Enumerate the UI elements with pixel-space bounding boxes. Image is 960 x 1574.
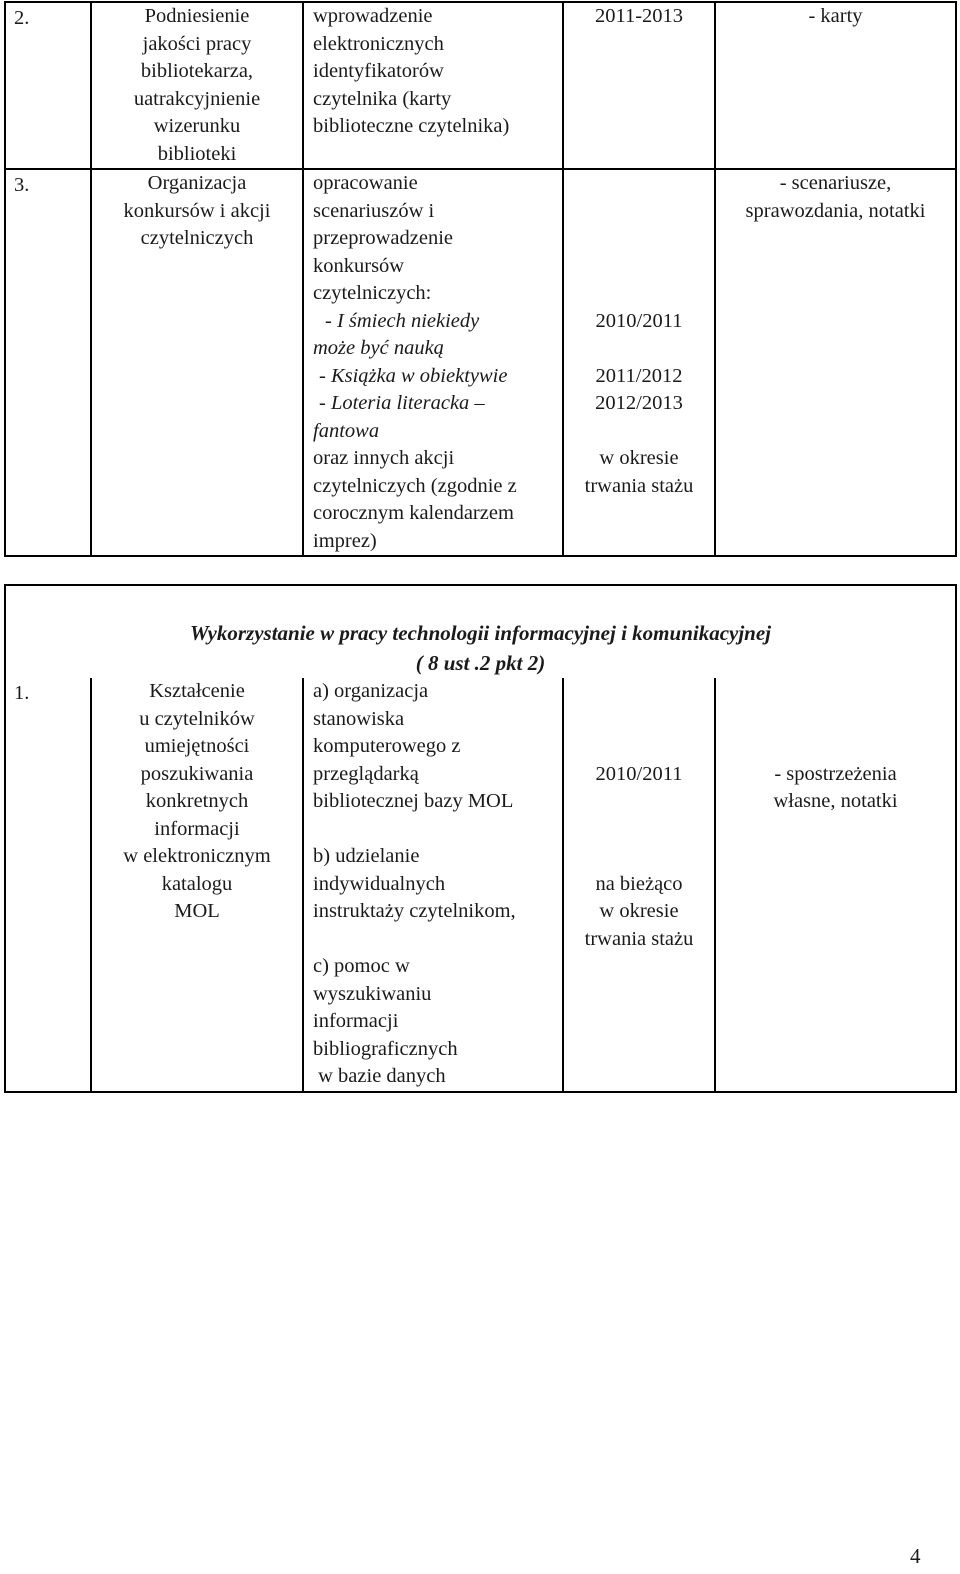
table-row	[5, 169, 956, 556]
evidence-cell: - karty	[715, 2, 956, 169]
actions-cell: wprowadzenie elektronicznych identyfikatorów czytelnika (karty biblioteczne czytelnika)	[303, 2, 563, 169]
row-number: 1.	[5, 678, 91, 1092]
plan-table-continued	[4, 1, 957, 557]
actions-cell: a) organizacja stanowiska komputerowego z przeglądarką bibliotecznej bazy MOL b) udzielanie indywidualnych instruktaży czytelnikom, c) pomoc w wyszukiwaniu informacji bibliograficznych w bazie danych	[303, 678, 563, 1092]
contest-title: - Loteria literacka –	[319, 392, 485, 414]
page-number: 4	[910, 1544, 921, 1568]
row-number: 3.	[5, 169, 91, 556]
term-cell: 2010/2011 2011/2012 2012/2013 w okresie trwania stażu	[563, 169, 715, 556]
task-cell: Organizacja konkursów i akcji czytelniczych	[91, 169, 303, 556]
row-number: 2.	[5, 2, 91, 169]
contest-title: - I śmiech niekiedy	[325, 309, 480, 332]
ict-section-table	[4, 584, 957, 1093]
table-row	[5, 678, 956, 1092]
task-cell: Kształcenie u czytelników umiejętności poszukiwania konkretnych informacji w elektronicznym katalogu MOL	[91, 678, 303, 1092]
evidence-cell: - scenariusze, sprawozdania, notatki	[715, 169, 956, 556]
term-cell: 2011-2013	[563, 2, 715, 169]
contest-title: - Książka w obiektywie	[319, 364, 508, 387]
task-cell: Podniesienie jakości pracy bibliotekarza, uatrakcyjnienie wizerunku biblioteki	[91, 2, 303, 169]
table-row	[5, 2, 956, 169]
section-heading: Wykorzystanie w pracy technologii informacyjnej i komunikacyjnej ( 8 ust .2 pkt 2)	[5, 585, 956, 678]
evidence-cell: - spostrzeżenia własne, notatki	[715, 678, 956, 1092]
actions-cell: opracowanie scenariuszów i przeprowadzenie konkursów czytelniczych: - I śmiech niekiedy może być nauką - Książka w obiektywie - Loteria literacka – fantowa oraz innych akcji czytelniczych (zgodnie z corocznym kalendarzem imprez)	[303, 169, 563, 556]
term-cell: 2010/2011 na bieżąco w okresie trwania stażu	[563, 678, 715, 1092]
